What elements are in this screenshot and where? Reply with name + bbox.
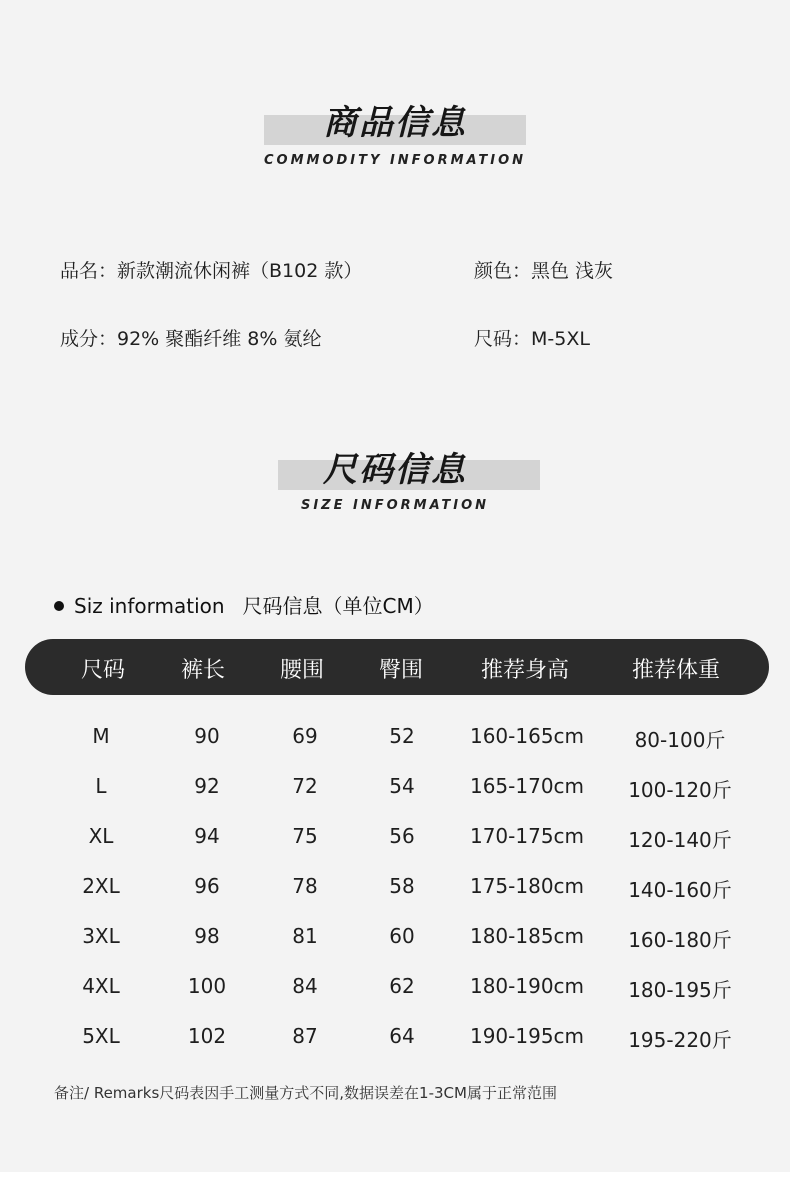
header-size: 尺码 — [80, 658, 126, 683]
cell-weight: 100-120斤 — [628, 778, 732, 802]
cell-length: 92 — [194, 774, 220, 798]
table-row — [0, 762, 790, 812]
cell-hip: 56 — [389, 824, 415, 848]
cell-waist: 78 — [292, 874, 318, 898]
cell-height: 190-195cm — [469, 1024, 585, 1048]
size-table-header — [25, 639, 769, 695]
cell-waist: 87 — [292, 1024, 318, 1048]
commodity-title: 商品信息 — [323, 103, 467, 143]
cell-height: 175-180cm — [469, 874, 585, 898]
cell-hip: 58 — [389, 874, 415, 898]
table-row — [0, 862, 790, 912]
cell-height: 170-175cm — [469, 824, 585, 848]
cell-length: 94 — [194, 824, 220, 848]
cell-weight: 180-195斤 — [628, 978, 732, 1002]
cell-size: L — [95, 774, 107, 798]
remarks-note: 备注/ Remarks尺码表因手工测量方式不同,数据误差在1-3CM属于正常范围 — [54, 1084, 557, 1102]
cell-size: 4XL — [82, 974, 120, 998]
cell-hip: 52 — [389, 724, 415, 748]
product-name-line: 品名：新款潮流休闲裤（B102 款） — [60, 260, 363, 282]
cell-length: 100 — [187, 974, 227, 998]
cell-weight: 195-220斤 — [628, 1028, 732, 1052]
table-row — [0, 912, 790, 962]
cell-weight: 160-180斤 — [628, 928, 732, 952]
table-row — [0, 962, 790, 1012]
header-weight: 推荐体重 — [631, 658, 721, 683]
cell-size: 2XL — [82, 874, 120, 898]
table-row — [0, 712, 790, 762]
cell-height: 160-165cm — [469, 724, 585, 748]
table-row — [0, 1012, 790, 1062]
cell-waist: 75 — [292, 824, 318, 848]
product-color-line: 颜色：黑色 浅灰 — [474, 260, 614, 282]
cell-waist: 69 — [292, 724, 318, 748]
size-title: 尺码信息 — [323, 450, 467, 490]
size-table-title-cn: 尺码信息（单位CM） — [242, 594, 434, 618]
bullet-dot-icon — [54, 601, 64, 611]
cell-length: 98 — [194, 924, 220, 948]
cell-weight: 120-140斤 — [628, 828, 732, 852]
cell-length: 96 — [194, 874, 220, 898]
product-size-line: 尺码：M-5XL — [474, 328, 590, 350]
cell-size: XL — [88, 824, 114, 848]
cell-hip: 54 — [389, 774, 415, 798]
cell-waist: 72 — [292, 774, 318, 798]
table-row — [0, 812, 790, 862]
header-hip: 臀围 — [378, 658, 424, 683]
cell-weight: 80-100斤 — [634, 728, 726, 752]
cell-height: 165-170cm — [469, 774, 585, 798]
cell-hip: 62 — [389, 974, 415, 998]
cell-height: 180-185cm — [469, 924, 585, 948]
commodity-subtitle: COMMODITY INFORMATION — [264, 153, 526, 168]
header-height: 推荐身高 — [480, 658, 570, 683]
cell-waist: 81 — [292, 924, 318, 948]
cell-waist: 84 — [292, 974, 318, 998]
cell-hip: 64 — [389, 1024, 415, 1048]
cell-size: 5XL — [82, 1024, 120, 1048]
cell-weight: 140-160斤 — [628, 878, 732, 902]
cell-length: 102 — [187, 1024, 227, 1048]
header-length: 裤长 — [180, 658, 226, 683]
product-material-line: 成分：92% 聚酯纤维 8% 氨纶 — [60, 328, 322, 350]
size-subtitle: SIZE INFORMATION — [300, 498, 490, 513]
size-table-title — [54, 590, 434, 619]
cell-height: 180-190cm — [469, 974, 585, 998]
cell-length: 90 — [194, 724, 220, 748]
cell-size: 3XL — [82, 924, 120, 948]
size-table-title-en: Siz information — [74, 594, 225, 618]
cell-hip: 60 — [389, 924, 415, 948]
cell-size: M — [92, 724, 110, 748]
header-waist: 腰围 — [279, 658, 325, 683]
page-bottom-edge — [0, 1172, 790, 1178]
